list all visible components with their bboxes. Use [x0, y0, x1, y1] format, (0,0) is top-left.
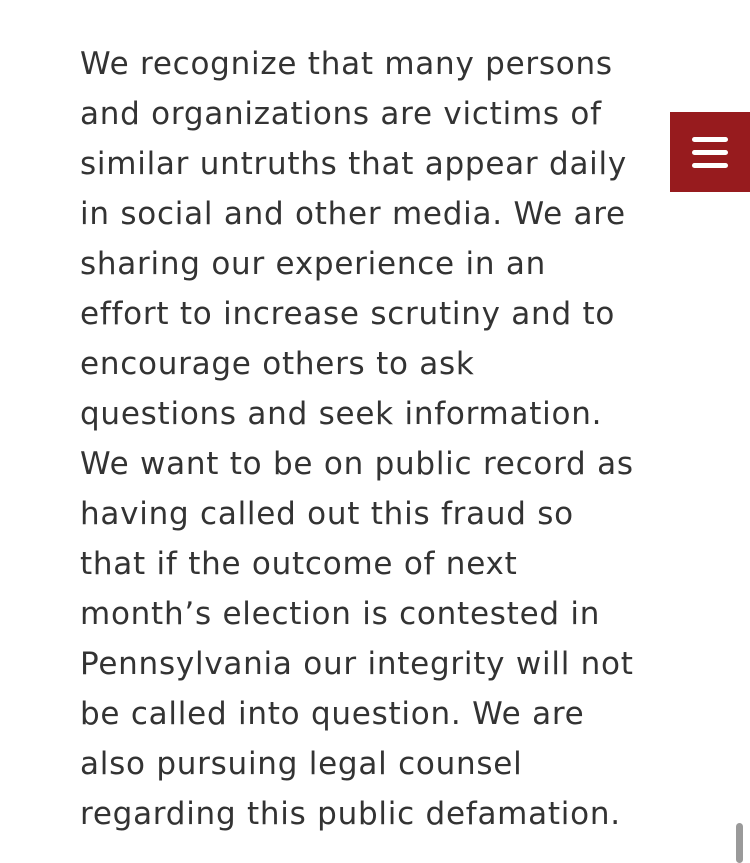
- article-text-line: also pursuing legal counsel: [80, 746, 523, 782]
- article-text-line: in social and other media. We are: [80, 196, 626, 232]
- scrollbar-thumb[interactable]: [736, 823, 743, 863]
- article-body: [80, 39, 680, 839]
- article-text-line: regarding this public defamation.: [80, 796, 621, 832]
- article-text-line: that if the outcome of next: [80, 546, 518, 582]
- article-text-line: similar untruths that appear daily: [80, 146, 628, 182]
- article-text-line: questions and seek information.: [80, 396, 603, 432]
- article-text-line: encourage others to ask: [80, 346, 475, 382]
- article-text-line: We recognize that many persons: [80, 46, 613, 82]
- menu-icon-bar: [692, 163, 728, 168]
- article-text-line: sharing our experience in an: [80, 246, 546, 282]
- article-text-line: effort to increase scrutiny and to: [80, 296, 616, 332]
- article-text-line: be called into question. We are: [80, 696, 585, 732]
- menu-icon-bar: [692, 137, 728, 142]
- article-text-line: Pennsylvania our integrity will not: [80, 646, 634, 682]
- menu-button[interactable]: [670, 112, 750, 192]
- article-text-line: month’s election is contested in: [80, 596, 601, 632]
- menu-icon-bar: [692, 150, 728, 155]
- article-text-line: having called out this fraud so: [80, 496, 574, 532]
- article-text-line: and organizations are victims of: [80, 96, 602, 132]
- article-text-line: We want to be on public record as: [80, 446, 634, 482]
